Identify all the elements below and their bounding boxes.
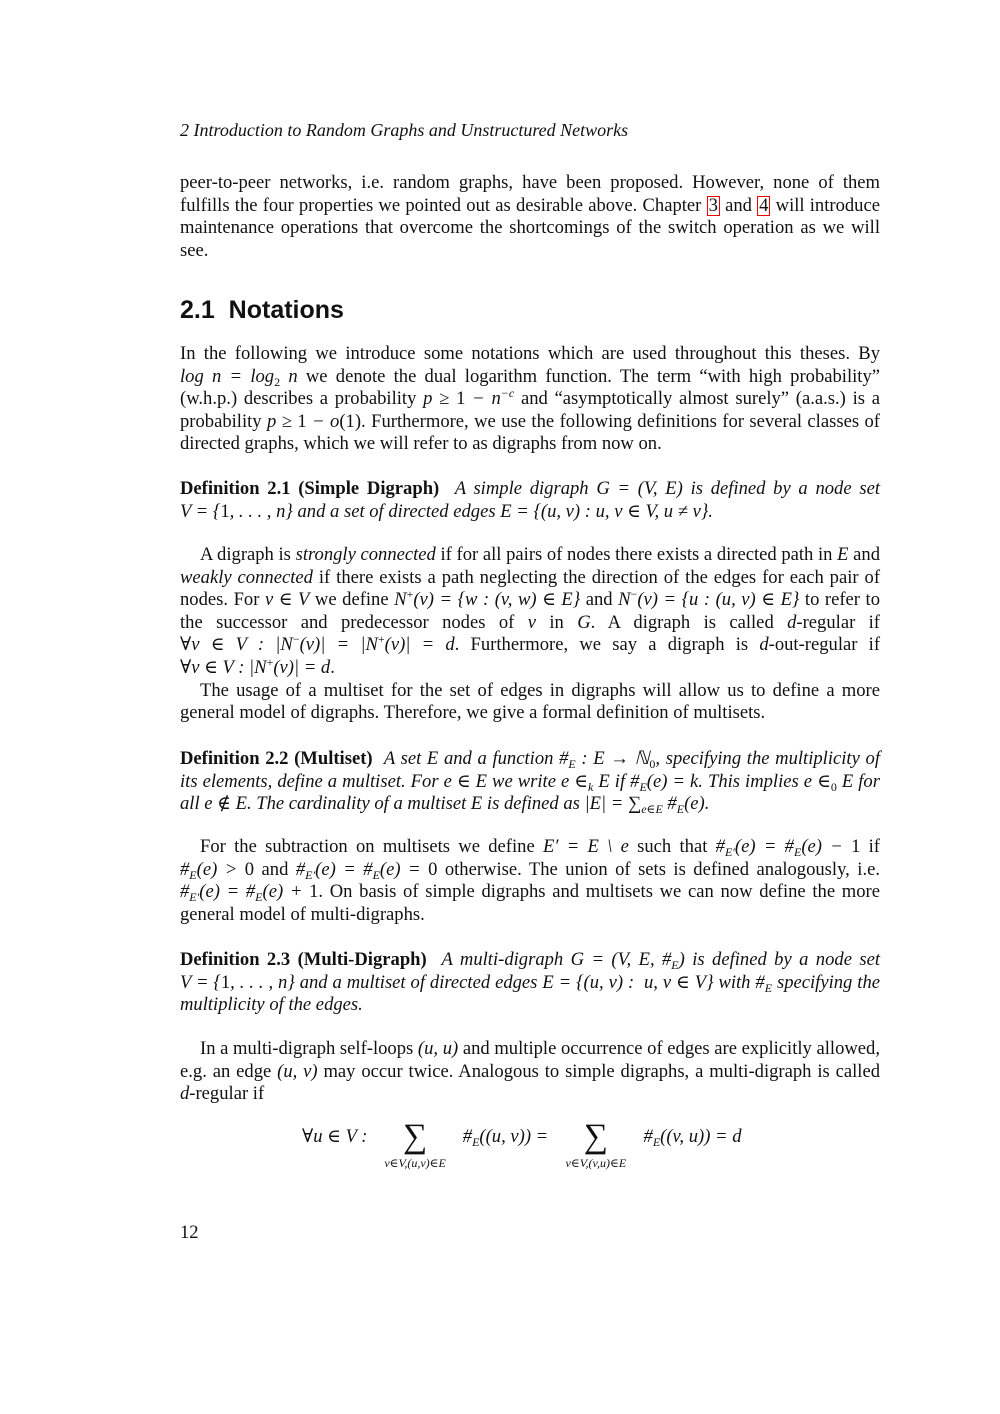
section-heading — [180, 295, 880, 325]
document-page: 2 Introduction to Random Graphs and Unstructured Networks peer-to-peer networks, i.e. random graphs, have been proposed. However, none of them fulfills the four properties we pointed out as desirable above. Chapter 3 and 4 will introduce maintenance operations that overcome the shortcomings of the switch operation as we will see. 2.1 Notations In the following we introduce some notations which are used throughout this theses. By $\log n = \log_2 n$ we denote the dual logarithm function. The term “with high probability” (w.h.p.) describes a probability $p \ge 1 - n^{-c}$ and “asymptotically almost surely” (a.a.s.) is a probability p ≥ 1 − o(1). Furthermore, we use the following definitions for several classes of directed graphs, which we will refer to as digraphs from now on. Definition 2.1 (Simple Digraph) A simple digraph G = (V, E) is defined by a node set V = {1, . . . , n} and a set of directed edges E = {(u, v) : u, v ∈ V, u ≠ v}. A digraph is strongly connected if for all pairs of nodes there exists a directed path in E and weakly connected if there exists a path neglecting the direction of the edges for each pair of nodes. For v ∈ V we define N+(v) = {w : (v, w) ∈ E} and N−(v) = {u : (u, v) ∈ E} to refer to the successor and predecessor nodes of v in G. A digraph is called d-regular if ∀v ∈ V : |N−(v)| = |N+(v)| = d. Furthermore, we say a digraph is d-out-regular if ∀v ∈ V : |N+(v)| = d. The usage of a multiset for the set of edges in digraphs will allow us to define a more general model of digraphs. Therefore, we give a formal definition of multisets. Definition 2.2 (Multiset) A set E and a function $\#_E$ : E → ℕ$_0$, specifying the multiplicity of its elements, define a multiset. For e ∈ E we write e $\in_k$ E if $\#_E(e) = k$. This implies e $\in_0$ E for all e ∉ E. The cardinality of a multiset E is defined as $|E| = \sum_{e\in E}$ $\#_E(e)$. For the subtraction on multisets we define E′ = E \ e such that $\#_{E'}(e)$ = $\#_E(e) - 1$ if $\#_E(e) > 0$ and $\#_{E'}(e)$ = $\#_E(e) = 0$ otherwise. The union of sets is defined analogously, i.e. $\#_{E'}(e)$ = $\#_E(e) + 1$. On basis of simple digraphs and multisets we can now define the more general model of multi-digraphs. Definition 2.3 (Multi-Digraph) A multi-digraph G = (V, E, $\#_E$) is defined by a node set V = {1, . . . , n} and a multiset of directed edges E = {(u, v) : u, v ∈ V} with $\#_E$ specifying the multiplicity of the edges. In a multi-digraph self-loops (u, u) and multiple occurrence of edges are explicitly allowed, e.g. an edge (u, v) may occur twice. Analogous to simple digraphs, a multi-digraph is called d-regular if ∀u ∈ V : ∑ v∈V,(u,v)∈E $\#_E((u$, v)) = ∑ v∈V,(v,u)∈E $\#_E((v$, u)) = d 12 — [180, 120, 881, 1243]
notations-paragraph: In the following we introduce some notations which are used throughout this theses. By $\log n = \log_2 n$ we denote the dual logarithm function. The term “with high probability” (w.h.p.) describes a probability $p \ge 1 - n^{-c}$ and “asymptotically almost surely” (a.a.s.) is a probability p ≥ 1 − o(1). Furthermore, we use the following definitions for several classes of directed graphs, which we will refer to as digraphs from now on. — [180, 343, 881, 455]
chapter-4-link[interactable]: 4 — [759, 194, 769, 216]
section-title: Notations — [228, 296, 344, 324]
definition-label: Definition 2.2 (Multiset) — [180, 748, 373, 769]
definition-2-2: Definition 2.2 (Multiset) A set E and a function $\#_E$ : E → ℕ$_0$, specifying the multiplicity of its elements, define a multiset. For e ∈ E we write e $\in_k$ E if $\#_E(e) = k$. This implies e $\in_0$ E for all e ∉ E. The cardinality of a multiset E is defined as $|E| = \sum_{e\in E}$ $\#_E(e)$. — [180, 748, 880, 817]
definition-label: Definition 2.1 (Simple Digraph) — [180, 478, 440, 499]
subtraction-paragraph: For the subtraction on multisets we define E′ = E \ e such that $\#_{E'}(e)$ = $\#_E(e) - 1$ if $\#_E(e) > 0$ and $\#_{E'}(e)$ = $\#_E(e) = 0$ otherwise. The union of sets is defined analogously, i.e. $\#_{E'}(e)$ = $\#_E(e) + 1$. On basis of simple digraphs and multisets we can now define the more general model of multi-digraphs. — [180, 836, 881, 925]
definition-2-3: Definition 2.3 (Multi-Digraph) A multi-digraph G = (V, E, $\#_E$) is defined by a node set V = {1, . . . , n} and a multiset of directed edges E = {(u, v) : u, v ∈ V} with $\#_E$ specifying the multiplicity of the edges. — [180, 949, 880, 1016]
page-number: 12 — [180, 1222, 199, 1243]
chapter-3-link[interactable]: 3 — [708, 194, 718, 216]
section-number: 2.1 — [180, 296, 215, 324]
intro-paragraph: peer-to-peer networks, i.e. random graphs, have been proposed. However, none of them fulfills the four properties we pointed out as desirable above. Chapter 3 and 4 will introduce maintenance operations that overcome the shortcomings of the switch operation as we will see. — [180, 172, 880, 261]
running-head: 2 Introduction to Random Graphs and Unstructured Networks — [180, 120, 629, 140]
definition-label: Definition 2.3 (Multi-Digraph) — [180, 949, 427, 970]
digraph-paragraph: A digraph is strongly connected if for all pairs of nodes there exists a directed path in E and weakly connected if there exists a path neglecting the direction of the edges for each pair of nodes. For v ∈ V we define N+(v) = {w : (v, w) ∈ E} and N−(v) = {u : (u, v) ∈ E} to refer to the successor and predecessor nodes of v in G. A digraph is called d-regular if ∀v ∈ V : |N−(v)| = |N+(v)| = d. Furthermore, we say a digraph is d-out-regular if ∀v ∈ V : |N+(v)| = d. The usage of a multiset for the set of edges in digraphs will allow us to define a more general model of digraphs. Therefore, we give a formal definition of multisets. — [180, 544, 881, 724]
multi-digraph-paragraph: In a multi-digraph self-loops (u, u) and multiple occurrence of edges are explicitly allowed, e.g. an edge (u, v) may occur twice. Analogous to simple digraphs, a multi-digraph is called d-regular if — [180, 1038, 881, 1105]
definition-2-1: Definition 2.1 (Simple Digraph) A simple digraph G = (V, E) is defined by a node set V = {1, . . . , n} and a set of directed edges E = {(u, v) : u, v ∈ V, u ≠ v}. — [180, 478, 880, 522]
